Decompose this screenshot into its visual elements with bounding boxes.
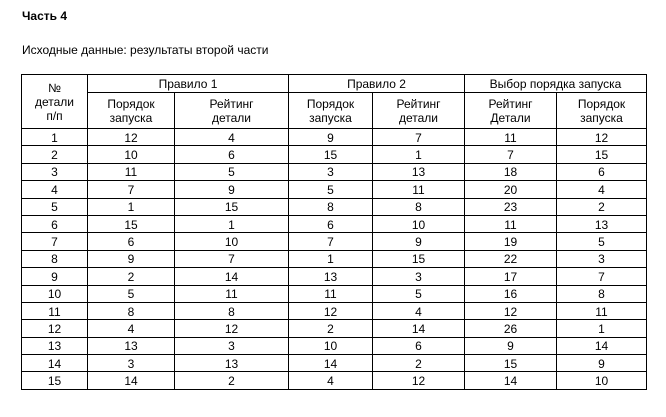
table-cell: 8: [88, 302, 175, 319]
table-cell: 1: [557, 320, 647, 337]
table-cell: 14: [557, 337, 647, 354]
table-row: [22, 146, 647, 163]
table-cell: 11: [373, 181, 465, 198]
table-cell: 1: [88, 198, 175, 215]
table-cell: 13: [289, 268, 373, 285]
table-row: [22, 285, 647, 302]
table-cell: 8: [175, 302, 289, 319]
table-cell: 6: [175, 146, 289, 163]
table-cell: 4: [88, 320, 175, 337]
table-cell: 12: [88, 129, 175, 146]
table-cell: 15: [373, 250, 465, 267]
table-cell: 10: [373, 215, 465, 232]
table-cell: 10: [22, 285, 88, 302]
table-cell: 17: [465, 268, 557, 285]
table-row: [22, 233, 647, 250]
table-cell: 1: [289, 250, 373, 267]
sub-header-1: Рейтинг детали: [175, 93, 289, 129]
table-row: [22, 250, 647, 267]
table-row: [22, 355, 647, 372]
table-cell: 2: [557, 198, 647, 215]
table-cell: 15: [175, 198, 289, 215]
table-cell: 14: [22, 355, 88, 372]
table-cell: 9: [373, 233, 465, 250]
table-cell: 2: [22, 146, 88, 163]
table-cell: 5: [88, 285, 175, 302]
table-cell: 7: [465, 146, 557, 163]
sub-header-0: Порядок запуска: [88, 93, 175, 129]
table-cell: 20: [465, 181, 557, 198]
table-cell: 9: [465, 337, 557, 354]
table-cell: 8: [373, 198, 465, 215]
table-cell: 7: [175, 250, 289, 267]
table-cell: 8: [557, 285, 647, 302]
table-row: [22, 129, 647, 146]
section-subtitle: Исходные данные: результаты второй части: [22, 43, 269, 57]
table-cell: 15: [88, 215, 175, 232]
table-cell: 3: [88, 355, 175, 372]
table-cell: 3: [22, 163, 88, 180]
table-cell: 8: [22, 250, 88, 267]
table-cell: 10: [557, 372, 647, 389]
table-row: [22, 337, 647, 354]
table-cell: 10: [175, 233, 289, 250]
table-row: [22, 181, 647, 198]
table-cell: 4: [22, 181, 88, 198]
table-cell: 7: [373, 129, 465, 146]
table-cell: 1: [373, 146, 465, 163]
table-cell: 7: [557, 268, 647, 285]
table-cell: 5: [22, 198, 88, 215]
results-table: [21, 74, 647, 390]
table-cell: 6: [289, 215, 373, 232]
table-cell: 5: [373, 285, 465, 302]
table-cell: 18: [465, 163, 557, 180]
table-cell: 12: [289, 302, 373, 319]
table-row: [22, 320, 647, 337]
table-cell: 11: [557, 302, 647, 319]
table-cell: 23: [465, 198, 557, 215]
table-cell: 2: [175, 372, 289, 389]
table-cell: 26: [465, 320, 557, 337]
table-cell: 5: [175, 163, 289, 180]
table-cell: 9: [22, 268, 88, 285]
table-cell: 9: [289, 129, 373, 146]
table-cell: 7: [289, 233, 373, 250]
sub-header-5: Порядок запуска: [557, 93, 647, 129]
table-cell: 13: [373, 163, 465, 180]
table-row: [22, 372, 647, 389]
sub-header-4: Рейтинг Детали: [465, 93, 557, 129]
table-cell: 22: [465, 250, 557, 267]
table-cell: 4: [557, 181, 647, 198]
table-cell: 5: [557, 233, 647, 250]
header-launch-order-choice: Выбор порядка запуска: [465, 75, 647, 93]
table-cell: 14: [289, 355, 373, 372]
table-cell: 3: [557, 250, 647, 267]
table-cell: 2: [289, 320, 373, 337]
table-cell: 1: [175, 215, 289, 232]
table-cell: 11: [88, 163, 175, 180]
table-cell: 11: [22, 302, 88, 319]
table-cell: 12: [22, 320, 88, 337]
table-cell: 9: [175, 181, 289, 198]
table-row: [22, 215, 647, 232]
table-cell: 15: [465, 355, 557, 372]
table-cell: 3: [373, 268, 465, 285]
table-cell: 11: [175, 285, 289, 302]
table-cell: 3: [289, 163, 373, 180]
table-cell: 13: [88, 337, 175, 354]
table-cell: 1: [22, 129, 88, 146]
table-cell: 6: [373, 337, 465, 354]
header-rule-2: Правило 2: [289, 75, 465, 93]
table-row: [22, 198, 647, 215]
table-cell: 2: [373, 355, 465, 372]
table-cell: 8: [289, 198, 373, 215]
table-cell: 14: [175, 268, 289, 285]
sub-header-3: Рейтинг детали: [373, 93, 465, 129]
table-cell: 7: [88, 181, 175, 198]
table-cell: 19: [465, 233, 557, 250]
table-cell: 15: [289, 146, 373, 163]
table-cell: 15: [557, 146, 647, 163]
section-heading: Часть 4: [22, 9, 68, 23]
table-row: [22, 268, 647, 285]
table-cell: 13: [557, 215, 647, 232]
table-cell: 6: [88, 233, 175, 250]
table-cell: 3: [175, 337, 289, 354]
sub-header-2: Порядок запуска: [289, 93, 373, 129]
table-cell: 4: [175, 129, 289, 146]
table-cell: 5: [289, 181, 373, 198]
table-cell: 6: [557, 163, 647, 180]
table-cell: 12: [465, 302, 557, 319]
table-cell: 11: [465, 129, 557, 146]
table-cell: 14: [88, 372, 175, 389]
table-cell: 12: [373, 372, 465, 389]
table-cell: 16: [465, 285, 557, 302]
table-cell: 6: [22, 215, 88, 232]
table-cell: 11: [289, 285, 373, 302]
table-cell: 13: [175, 355, 289, 372]
table-cell: 10: [88, 146, 175, 163]
table-cell: 13: [22, 337, 88, 354]
table-cell: 9: [88, 250, 175, 267]
header-part-number: № детали п/п: [22, 75, 88, 129]
table-cell: 10: [289, 337, 373, 354]
table-cell: 9: [557, 355, 647, 372]
table-cell: 15: [22, 372, 88, 389]
table-cell: 2: [88, 268, 175, 285]
table-cell: 12: [557, 129, 647, 146]
table-row: [22, 302, 647, 319]
table-cell: 4: [373, 302, 465, 319]
table-cell: 12: [175, 320, 289, 337]
table-cell: 4: [289, 372, 373, 389]
header-rule-1: Правило 1: [88, 75, 289, 93]
table-row: [22, 163, 647, 180]
table-cell: 14: [373, 320, 465, 337]
table-cell: 14: [465, 372, 557, 389]
table-cell: 11: [465, 215, 557, 232]
table-cell: 7: [22, 233, 88, 250]
